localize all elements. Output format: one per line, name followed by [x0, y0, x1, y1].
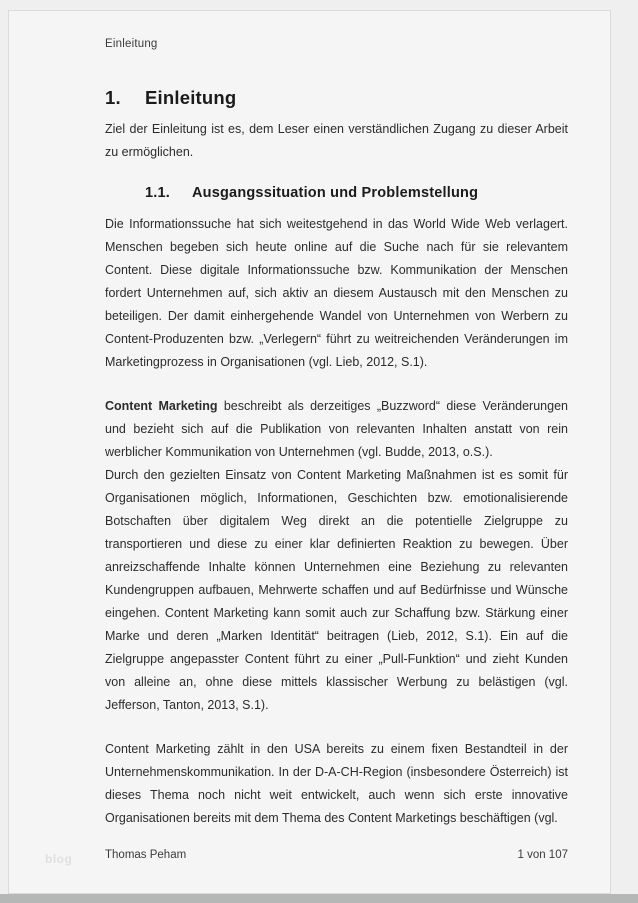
chapter-title: Einleitung: [145, 87, 237, 108]
section-title: Ausgangssituation und Problemstellung: [192, 185, 479, 201]
section-heading: [145, 185, 568, 201]
watermark: blog: [45, 852, 73, 866]
paragraph-usa: Content Marketing zählt in den USA bereits zu einem fixen Bestandteil in der Unternehmenskommunikation. In der D-A-CH-Region (insbesondere Österreich) ist dieses Thema noch nicht weit entwickelt, auch wenn sich erste innovative Organisationen bereits mit dem Thema des Content Marketings beschäftigen (vgl.: [105, 742, 568, 825]
page-bottom-edge: [0, 894, 638, 903]
chapter-number: 1.: [105, 87, 121, 108]
page-content: [9, 11, 610, 830]
section-number: 1.1.: [145, 185, 170, 201]
footer-page-number: 1 von 107: [517, 849, 568, 861]
paragraph-definition-rest: beschreibt als derzeitiges „Buzzword“ diese Veränderungen und bezieht sich auf die Publikation von relevanten Inhalten anstatt von rein werblicher Kommunikation von Unternehmen (vgl. Budde, 2013, o.S.).: [105, 399, 568, 459]
page-footer: [105, 849, 568, 861]
document-page: [8, 10, 611, 894]
paragraph-definition-bold-lead: Content Marketing: [105, 399, 218, 413]
running-header: Einleitung: [105, 38, 158, 50]
intro-paragraph: Ziel der Einleitung ist es, dem Leser einen verständlichen Zugang zu dieser Arbeit zu ermöglichen.: [105, 122, 568, 159]
paragraph-situation: Die Informationssuche hat sich weitestgehend in das World Wide Web verlagert. Menschen begeben sich heute online auf die Suche nach für sie relevantem Content. Diese digitale Informationssuche bzw. Kommunikation der Menschen fordert Unternehmen auf, sich aktiv an diesem Austausch mit den Menschen zu beteiligen. Der damit einhergehende Wandel von Unternehmen von Werbern zu Content-Produzenten bzw. „Verlegern“ führt zu weitreichenden Veränderungen im Marketingprozess in Organisationen (vgl. Lieb, 2012, S.1).: [105, 217, 568, 369]
paragraph-benefits: Durch den gezielten Einsatz von Content Marketing Maßnahmen ist es somit für Organisationen möglich, Informationen, Geschichten bzw. emotionalisierende Botschaften über digitalem Weg direkt an die potentielle Zielgruppe zu transportieren und diese zu einer klar definierten Reaktion zu bewegen. Über anreizschaffende Inhalte können Unternehmen eine Beziehung zu relevanten Kundengruppen aufbauen, Mehrwerte schaffen und auf Bedürfnisse und Wünsche eingehen. Content Marketing kann somit auch zur Schaffung bzw. Stärkung einer Marke und deren „Marken Identität“ beitragen (Lieb, 2012, S.1). Ein auf die Zielgruppe angepasster Content führt zu einer „Pull-Funktion“ und zieht Kunden von alleine an, ohne diese mittels klassischer Werbung zu belästigen (vgl. Jefferson, Tanton, 2013, S.1).: [105, 468, 568, 712]
chapter-heading: [105, 87, 568, 109]
paragraph-definition: [105, 395, 568, 464]
footer-author: Thomas Peham: [105, 849, 187, 861]
